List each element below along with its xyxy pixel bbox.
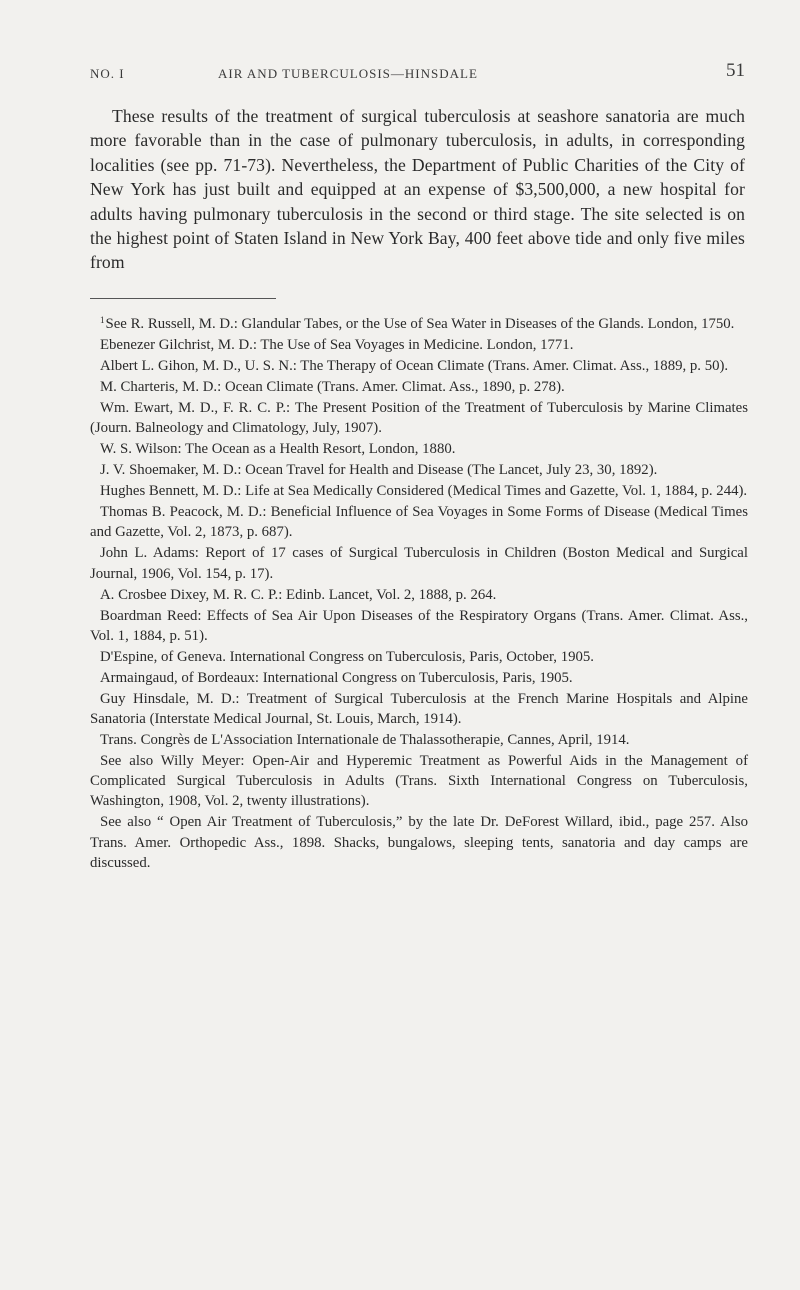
footnote-item: W. S. Wilson: The Ocean as a Health Resort, London, 1880. bbox=[100, 441, 456, 458]
running-title: AIR AND TUBERCULOSIS—HINSDALE bbox=[218, 66, 478, 81]
running-header bbox=[90, 62, 745, 88]
footnote-item: See also “ Open Air Treatment of Tuberculosis,” by the late Dr. DeForest Willard, ibid., page 257. Also Trans. Amer. Orthopedic Ass., 1898. Shacks, bungalows, sleeping tents, sanatoria and day camps are discussed. bbox=[90, 814, 748, 871]
footnote-item: M. Charteris, M. D.: Ocean Climate (Trans. Amer. Climat. Ass., 1890, p. 278). bbox=[100, 379, 565, 395]
footnote-item: Wm. Ewart, M. D., F. R. C. P.: The Present Position of the Treatment of Tuberculosis by Marine Climates (Journ. Balneology and Climatology, July, 1907). bbox=[90, 400, 748, 437]
footnote-item: Boardman Reed: Effects of Sea Air Upon Diseases of the Respiratory Organs (Trans. Amer. Climat. Ass., Vol. 1, 1884, p. 51). bbox=[90, 607, 748, 644]
footnote-text: See R. Russell, M. D.: Glandular Tabes, or the Use of Sea Water in Diseases of the Glands. London, 1750. bbox=[105, 316, 735, 332]
footnote-item: Guy Hinsdale, M. D.: Treatment of Surgical Tuberculosis at the French Marine Hospitals and Alpine Sanatoria (Interstate Medical Journal, St. Louis, March, 1914). bbox=[90, 690, 748, 728]
footnote-item: Trans. Congrès de L'Association Internationale de Thalassotherapie, Cannes, April, 1914. bbox=[100, 732, 630, 749]
footnote-item: D'Espine, of Geneva. International Congress on Tuberculosis, Paris, October, 1905. bbox=[100, 648, 594, 665]
footnote-item: See also Willy Meyer: Open-Air and Hyperemic Treatment as Powerful Aids in the Management of Complicated Surgical Tuberculosis in Adults (Trans. Sixth International Congress on Tuberculosis, Washington, 1908, Vol. 2, twenty illustrations). bbox=[90, 753, 748, 810]
issue-number: NO. I bbox=[90, 66, 125, 81]
footnote-item: Armaingaud, of Bordeaux: International Congress on Tuberculosis, Paris, 1905. bbox=[100, 669, 573, 686]
main-text bbox=[90, 104, 745, 275]
footnote-item: Albert L. Gihon, M. D., U. S. N.: The Therapy of Ocean Climate (Trans. Amer. Climat. Ass., 1889, p. 50). bbox=[100, 358, 729, 374]
footnote-item: J. V. Shoemaker, M. D.: Ocean Travel for Health and Disease (The Lancet, July 23, 30, 1892). bbox=[100, 462, 658, 479]
footnote-item: Hughes Bennett, M. D.: Life at Sea Medically Considered (Medical Times and Gazette, Vol. 1, 1884, p. 244). bbox=[100, 483, 748, 500]
footnotes bbox=[90, 310, 748, 874]
footnote-item: Ebenezer Gilchrist, M. D.: The Use of Sea Voyages in Medicine. London, 1771. bbox=[100, 337, 574, 353]
footnote-divider bbox=[90, 298, 276, 299]
page-number: 51 bbox=[726, 60, 745, 81]
footnote-item: John L. Adams: Report of 17 cases of Surgical Tuberculosis in Children (Boston Medical and Surgical Journal, 1906, Vol. 154, p. 17). bbox=[90, 545, 748, 582]
footnote-marker: 1 bbox=[100, 315, 105, 325]
footnote-item: A. Crosbee Dixey, M. R. C. P.: Edinb. Lancet, Vol. 2, 1888, p. 264. bbox=[100, 586, 497, 603]
footnote-item bbox=[90, 310, 748, 334]
footnote-item: Thomas B. Peacock, M. D.: Beneficial Influence of Sea Voyages in Some Forms of Disease (Medical Times and Gazette, Vol. 2, 1873, p. 687). bbox=[90, 504, 748, 541]
body-paragraph: These results of the treatment of surgical tuberculosis at seashore sanatoria are much more favorable than in the case of pulmonary tuberculosis, in adults, in corresponding localities (see pp. 71-73). Nevertheless, the Department of Public Charities of the City of New York has just built and equipped at an expense of $3,500,000, a new hospital for adults having pulmonary tuberculosis in the second or third stage. The site selected is on the highest point of Staten Island in New York Bay, 400 feet above tide and only five miles from bbox=[90, 106, 745, 273]
